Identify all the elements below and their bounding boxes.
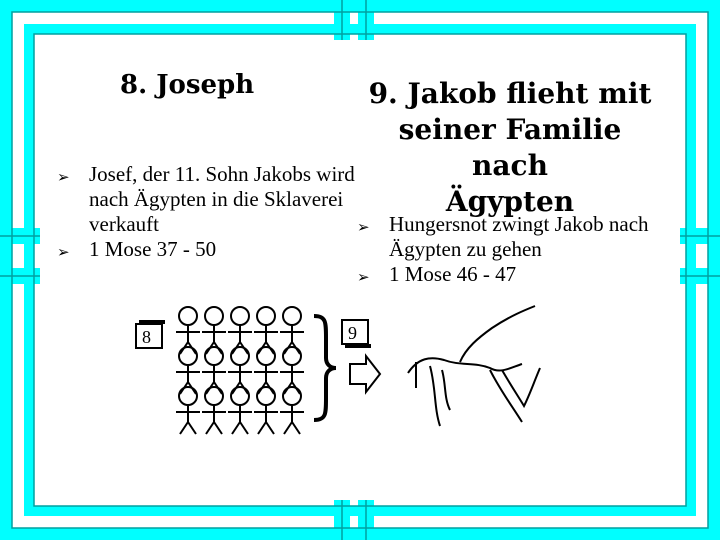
figure-head: [205, 347, 223, 365]
brace-icon: [314, 316, 336, 420]
figure-head: [205, 307, 223, 325]
right-heading-line: Ägypten: [445, 185, 575, 218]
figure-body: [176, 365, 200, 394]
illustration: [130, 298, 690, 438]
figure-body: [176, 405, 200, 434]
left-bullet-list: [57, 162, 357, 262]
map-illustration: [408, 306, 540, 426]
figure-head: [257, 307, 275, 325]
figure-head: [179, 347, 197, 365]
right-heading-line: seiner Familie nach: [398, 113, 622, 182]
figure-head: [231, 347, 249, 365]
list-item: [357, 262, 657, 287]
figure-body: [254, 405, 278, 434]
figure-body: [176, 325, 200, 354]
figure-body: [228, 405, 252, 434]
figure-body: [280, 365, 304, 394]
arrow-bullet-icon: ➢: [57, 243, 70, 261]
left-heading: 8. Joseph: [120, 70, 255, 100]
list-item: [357, 212, 657, 262]
figure-head: [283, 307, 301, 325]
figure-head: [283, 387, 301, 405]
bullet-text: Josef, der 11. Sohn Jakobs wird nach Ägypten in die Sklaverei verkauft: [89, 162, 355, 236]
number-box-label: 8: [142, 327, 151, 347]
figure-body: [202, 365, 226, 394]
bullet-text: Hungersnot zwingt Jakob nach Ägypten zu gehen: [389, 212, 649, 261]
bullet-text: 1 Mose 46 - 47: [389, 262, 517, 286]
right-bullet-list: [357, 212, 657, 287]
figure-head: [179, 307, 197, 325]
right-arrow-icon: [350, 356, 380, 392]
figure-body: [202, 325, 226, 354]
arrow-bullet-icon: ➢: [357, 268, 370, 286]
figure-head: [231, 307, 249, 325]
arrow-bullet-icon: ➢: [57, 168, 70, 186]
list-item: [57, 237, 357, 262]
figure-body: [280, 405, 304, 434]
figure-head: [231, 387, 249, 405]
figure-head: [205, 387, 223, 405]
list-item: [57, 162, 357, 237]
figure-head: [257, 347, 275, 365]
figure-body: [254, 325, 278, 354]
figure-body: [228, 365, 252, 394]
figure-body: [202, 405, 226, 434]
number-box-label: 9: [348, 323, 357, 343]
stick-figures: [176, 307, 304, 434]
number-box-8: [136, 320, 165, 348]
figure-head: [283, 347, 301, 365]
right-heading-line: 9. Jakob flieht mit: [368, 77, 652, 110]
arrow-bullet-icon: ➢: [357, 218, 370, 236]
figure-head: [179, 387, 197, 405]
figure-head: [257, 387, 275, 405]
right-heading: [360, 76, 660, 220]
number-box-9: [342, 320, 371, 348]
figure-body: [280, 325, 304, 354]
bullet-text: 1 Mose 37 - 50: [89, 237, 217, 261]
figure-body: [254, 365, 278, 394]
figure-body: [228, 325, 252, 354]
